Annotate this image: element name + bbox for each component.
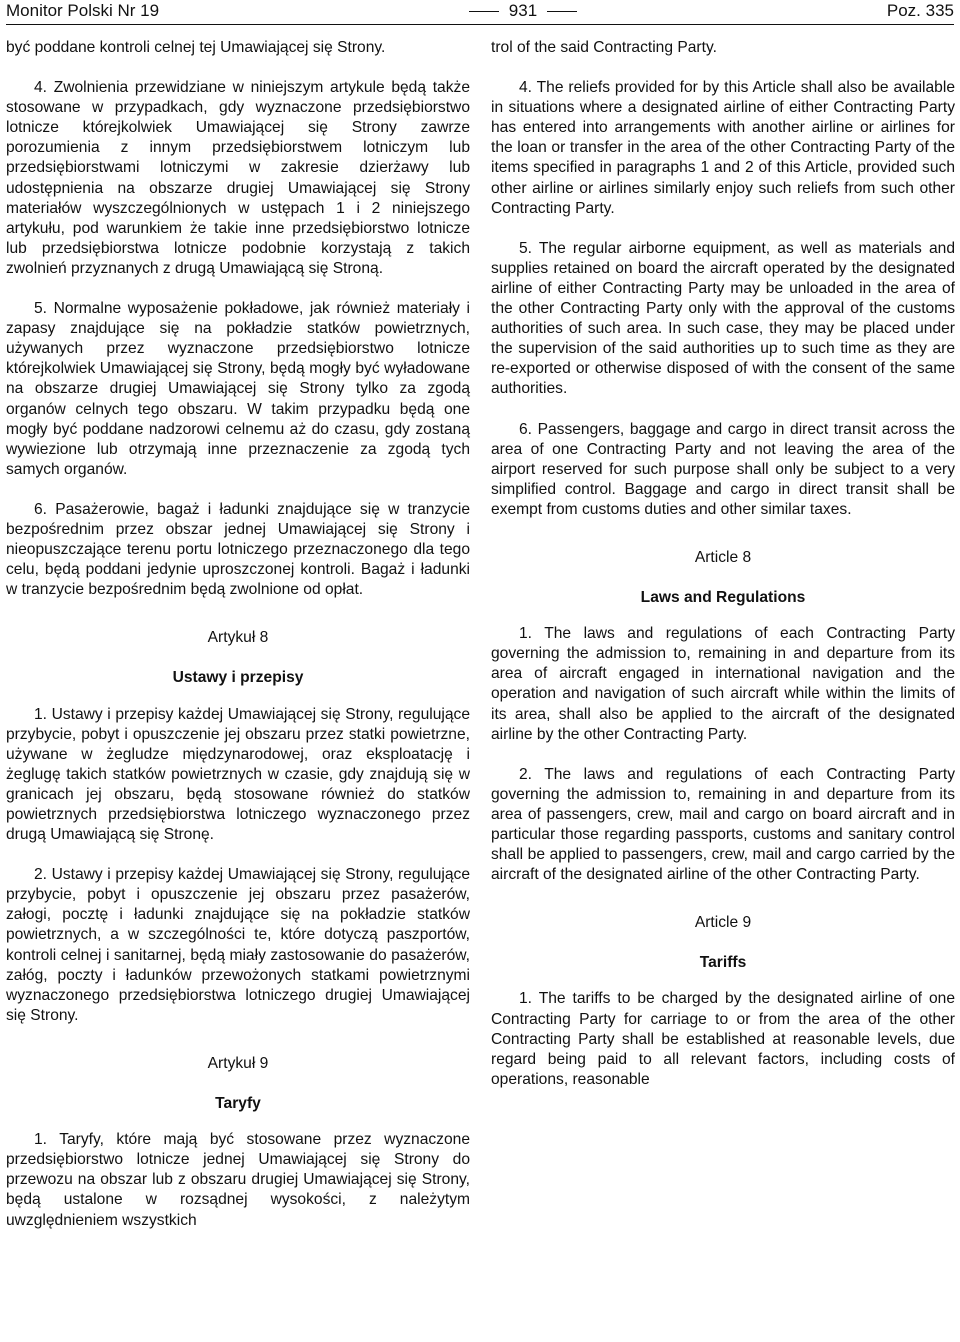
pl-article-8-paragraph-1: 1. Ustawy i przepisy każdej Umawiającej się Strony, regulujące przybycie, pobyt i opuszczenie jej obszaru przez statki powietrzne, używane w żegludze międzynarodowej, oraz eksploatację i żeglugę takich statków powietrznych w czasie, gdy znajdują się w granicach jej obszaru, będą stosowane również do statków powietrznych przedsiębiorstwa lotniczego wyznaczonego przez drugą Umawiającą się Stronę. bbox=[6, 705, 470, 844]
page-number: 931 bbox=[508, 1, 538, 20]
en-article-9-title: Tariffs bbox=[699, 954, 747, 972]
pl-paragraph-4: 4. Zwolnienia przewidziane w niniejszym artykule będą także stosowane w przypadkach, gdy wyznaczone przedsiębiorstwo lotnicze którejkolwiek Umawiającej się Strony zawrze porozumienia z innym przedsiębiorstwem lotniczym lub przedsiębiorstwami lotniczymi w zakresie dzierżawy lub udostępnienia na obszarze drugiej Umawiającej się Strony materiałów wyszczególnionych w ustępach 1 i 2 niniejszego artykułu, pod warunkiem że takie inne przedsiębiorstwo lotnicze lub przedsiębiorstwa lotnicze podobnie korzystają z takich zwolnień przyznanych z drugą Umawiającą się Stroną. bbox=[6, 79, 470, 277]
pl-article-8-title: Ustawy i przepisy bbox=[172, 669, 304, 687]
journal-title: Monitor Polski Nr 19 bbox=[6, 1, 160, 20]
pl-article-9-paragraph-1: 1. Taryfy, które mają być stosowane przez wyznaczone przedsiębiorstwo lotnicze jednej Umawiającej się Strony do przewozu na obszar lub z obszaru drugiej Umawiającej się Strony, będą ustalone w rozsądnej wysokości, z należytym uwzględnieniem wszystkich bbox=[6, 1131, 470, 1229]
pl-article-8-heading: Artykuł 8 bbox=[207, 629, 269, 647]
en-article-8-paragraph-1: 1. The laws and regulations of each Contracting Party governing the admission to, remaining in and departure from its area of aircraft engaged in international navigation and the operation and navigation of such aircraft while within the limits of its area, shall also be applied to the aircraft of the designated airline by the other Contracting Party. bbox=[491, 625, 955, 743]
en-article-9-paragraph-1: 1. The tariffs to be charged by the designated airline of one Contracting Party for carriage to or from the area of the other Contracting Party shall be established at reasonable levels, due regard being paid to all relevant factors, including costs of operations, reasonable bbox=[491, 990, 955, 1088]
polish-column bbox=[6, 38, 470, 1231]
header-rule bbox=[6, 24, 954, 25]
en-article-8-heading: Article 8 bbox=[694, 548, 752, 566]
en-article-8-title: Laws and Regulations bbox=[640, 589, 806, 607]
pl-article-9-heading: Artykuł 9 bbox=[207, 1054, 269, 1072]
pl-article-8-paragraph-2: 2. Ustawy i przepisy każdej Umawiającej się Strony, regulujące przybycie, pobyt i opuszczenie jej obszaru przez pasażerów, załogi, pocztę i ładunki znajdujące się na pokładzie statków powietrznych, a w szczególności te, które dotyczą paszportów, kontroli celnej i sanitarnej, będą miały zastosowanie do pasażerów, załóg, poczty i ładunków przewożonych statkami powietrznymi wyznaczonego przedsiębiorstwa lotniczego drugiej Umawiającej się Strony. bbox=[6, 866, 470, 1024]
page-number-group bbox=[469, 1, 577, 21]
position-number: Poz. 335 bbox=[886, 1, 954, 20]
en-paragraph-5: 5. The regular airborne equipment, as well as materials and supplies retained on board the aircraft operated by the designated airline of either Contracting Party may be unloaded in the area of the other Contracting Party only with the approval of the customs authorities of such area. In such case, they may be placed under the supervision of the said authorities up to such time as they are re-exported or otherwise disposed of with the consent of the same authorities. bbox=[491, 239, 955, 398]
dash-left bbox=[469, 11, 499, 12]
page-header bbox=[6, 0, 954, 22]
pl-article-9-title: Taryfy bbox=[215, 1095, 261, 1113]
pl-paragraph-6: 6. Pasażerowie, bagaż i ładunki znajdujące się w tranzycie bezpośrednim przez obszar jednej Umawiającej się Strony i nieopuszczające terenu portu lotniczego przeznaczonego dla tego celu, będą poddani jedynie uproszczonej kontroli. Bagaż i ładunki w tranzycie bezpośrednim będą zwolnione od opłat. bbox=[6, 500, 470, 599]
en-article-8-paragraph-2: 2. The laws and regulations of each Contracting Party governing the admission to, remaining in and departure from its area of passengers, crew, mail and cargo on board aircraft and in particular those regarding passports, customs and sanitary control shall be applied to passengers, crew, mail and cargo carried by the aircraft of the designated airline of the other Contracting Party. bbox=[491, 765, 955, 884]
en-article-9-heading: Article 9 bbox=[694, 914, 752, 932]
en-paragraph-6: 6. Passengers, baggage and cargo in direct transit across the area of one Contracting Party and not leaving the area of the airport reserved for such purpose shall only be subject to a very simplified control. Baggage and cargo in direct transit shall be exempt from customs duties and other similar taxes. bbox=[491, 420, 955, 518]
dash-right bbox=[547, 11, 577, 12]
pl-paragraph-5: 5. Normalne wyposażenie pokładowe, jak również materiały i zapasy znajdujące się na pokładzie statków powietrznych, używanych przez wyznaczone przedsiębiorstwo lotnicze którejkolwiek Umawiającej się Strony, będą mogły być wyładowane na obszarze drugiej Umawiającej się Strony tylko za zgodą organów celnych tego obszaru. W takim przypadku będą one mogły być poddane nadzorowi celnemu aż do czasu, gdy zostaną wywiezione lub otrzymają inne przeznaczenie za zgodą tych samych organów. bbox=[6, 300, 470, 478]
en-continuation: trol of the said Contracting Party. bbox=[491, 39, 717, 56]
en-paragraph-4: 4. The reliefs provided for by this Article shall also be available in situations where a designated airline of either Contracting Party has entered into arrangements with another airline or airlines for the loan or transfer in the area of the other Contracting Party of the items specified in paragraphs 1 and 2 of this Article, provided such other airline or airlines similarly enjoy such reliefs from such other Contracting Party. bbox=[491, 79, 955, 217]
pl-continuation: być poddane kontroli celnej tej Umawiającej się Strony. bbox=[6, 39, 386, 56]
english-column bbox=[491, 38, 955, 1090]
